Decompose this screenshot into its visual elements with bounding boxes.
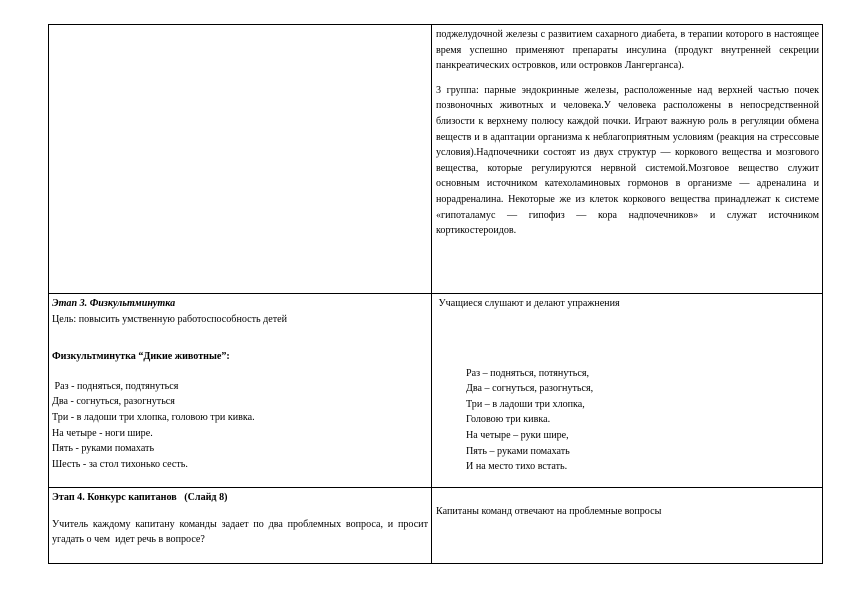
adrenal-paragraph: 3 группа: парные эндокринные железы, расположенные над верхней частью почек позвоночных животных и человека.У человека расположены в непосредственной близости к верхнему полюсу каждой почки. Играют важную роль в регуляции обмена веществ и в адаптации организма к неблагоприятным условиям (реакция на стрессовые условия).Надпочечники состоят из двух структур — коркового вещества и мозгового вещества, которые регулируются нервной системой.Мозговое вещество служит основным источником катехоламиновых гормонов в организме — адреналина и норадреналина. Некоторые же из клеток коркового вещества принадлежат к системе «гипоталамус — гипофиз — кора надпочечников» и служат источником кортикостероидов. bbox=[436, 84, 819, 237]
row3-right-cell bbox=[432, 488, 823, 564]
exercise-line: Два - согнуться, разогнуться bbox=[52, 396, 175, 408]
lesson-plan-table bbox=[48, 24, 823, 564]
stage-4-title: Этап 4. Конкурс капитанов (Слайд 8) bbox=[52, 492, 228, 503]
row1-left-cell bbox=[49, 25, 432, 294]
captain-task: Учитель каждому капитану команды задает по два проблемных вопроса, и просит угадать о чем идет речь в вопросе? bbox=[52, 518, 431, 546]
table-row bbox=[49, 294, 823, 488]
students-action: Учащиеся слушают и делают упражнения bbox=[436, 298, 620, 309]
poem-line: Три – в ладоши три хлопка, bbox=[466, 398, 585, 410]
poem-block bbox=[466, 366, 819, 475]
exercise-line: Три - в ладоши три хлопка, головою три кивка. bbox=[52, 411, 255, 423]
stage-3-goal: Цель: повысить умственную работоспособность детей bbox=[52, 313, 288, 325]
stage-3-title: Этап 3. Физкультминутка bbox=[52, 298, 176, 309]
table-row bbox=[49, 488, 823, 564]
row3-left-cell bbox=[49, 488, 432, 564]
poem-line: Раз – подняться, потянуться, bbox=[466, 367, 590, 379]
poem-line: И на место тихо встать. bbox=[466, 461, 568, 473]
row2-right-cell bbox=[432, 294, 823, 488]
captains-action: Капитаны команд отвечают на проблемные вопросы bbox=[436, 506, 662, 517]
poem-line: Пять – руками помахать bbox=[466, 445, 570, 457]
row1-right-cell bbox=[432, 25, 823, 294]
pancreas-paragraph: поджелудочной железы с развитием сахарного диабета, в терапии которого в настоящее время успешно применяют препараты инсулина (продукт внутренней секреции панкреатических островков, или островков Лангерганса). bbox=[436, 29, 819, 72]
exercise-line: Пять - руками помахать bbox=[52, 443, 155, 455]
exercise-title: Физкультминутка “Дикие животные”: bbox=[52, 351, 230, 363]
row2-left-cell bbox=[49, 294, 432, 488]
exercise-line: На четыре - ноги шире. bbox=[52, 427, 153, 439]
exercise-line: Раз - подняться, подтянуться bbox=[52, 380, 179, 392]
poem-line: Головою три кивка. bbox=[466, 414, 551, 426]
table-row bbox=[49, 25, 823, 294]
poem-line: На четыре – руки шире, bbox=[466, 429, 569, 441]
poem-line: Два – согнуться, разогнуться, bbox=[466, 383, 594, 395]
exercise-line: Шесть - за стол тихонько сесть. bbox=[52, 458, 188, 470]
